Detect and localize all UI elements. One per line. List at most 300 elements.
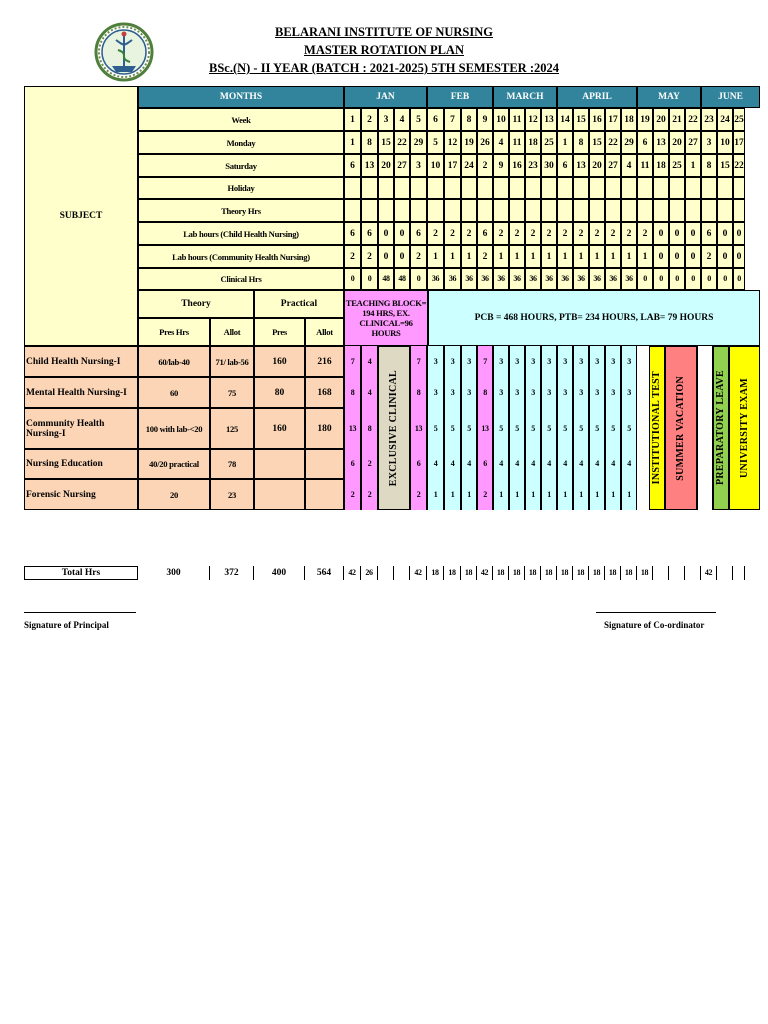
week-cell (509, 177, 525, 199)
total-week-hours: 18 (573, 566, 589, 580)
week-cell (361, 177, 378, 199)
subject-week-hours: 3 (444, 346, 461, 377)
week-cell: 4 (394, 108, 410, 131)
subject-week-hours: 3 (427, 346, 444, 377)
theory-allot: 125 (210, 408, 254, 449)
week-cell (653, 199, 669, 222)
week-cell: 2 (477, 154, 493, 177)
week-cell (573, 199, 589, 222)
row-label: Clinical Hrs (138, 268, 344, 290)
total-week-hours: 42 (344, 566, 361, 580)
theory-allot: 23 (210, 479, 254, 510)
total-theory_allot: 372 (210, 566, 254, 580)
week-cell: 0 (717, 222, 733, 245)
subject-week-hours: 7 (477, 346, 493, 377)
week-cell (573, 177, 589, 199)
subject-week-hours: 2 (361, 449, 378, 479)
week-cell: 48 (394, 268, 410, 290)
subject-week-hours: 4 (461, 449, 477, 479)
theory-pres-hrs: 20 (138, 479, 210, 510)
subject-name: Nursing Education (24, 449, 138, 479)
total-week-hours: 26 (361, 566, 378, 580)
subject-week-hours: 4 (589, 449, 605, 479)
week-cell: 6 (701, 222, 717, 245)
week-cell: 4 (493, 131, 509, 154)
hours-summary: PCB = 468 HOURS, PTB= 234 HOURS, LAB= 79 HOURS (428, 290, 760, 346)
week-cell: 5 (410, 108, 427, 131)
week-cell: 6 (344, 222, 361, 245)
week-cell (557, 177, 573, 199)
week-cell: 2 (410, 245, 427, 268)
subject-week-hours: 3 (461, 346, 477, 377)
week-cell (717, 177, 733, 199)
institute-logo (92, 22, 156, 82)
theory-allot: 71/ lab-56 (210, 346, 254, 377)
week-cell: 8 (573, 131, 589, 154)
total-week-hours (394, 566, 410, 580)
total-prac_allot: 564 (305, 566, 344, 580)
subject-week-hours: 8 (477, 377, 493, 408)
week-cell (410, 199, 427, 222)
week-cell (685, 177, 701, 199)
total-week-hours: 18 (557, 566, 573, 580)
week-cell: 0 (653, 222, 669, 245)
week-cell: 4 (621, 154, 637, 177)
week-cell: 0 (685, 268, 701, 290)
week-cell (444, 177, 461, 199)
week-cell: 14 (557, 108, 573, 131)
week-cell: 1 (605, 245, 621, 268)
row-label: Holiday (138, 177, 344, 199)
week-cell (427, 199, 444, 222)
week-cell: 18 (653, 154, 669, 177)
subject-week-hours: 1 (573, 479, 589, 510)
week-cell: 36 (427, 268, 444, 290)
subject-week-hours: 3 (621, 346, 637, 377)
subject-week-hours: 5 (621, 408, 637, 449)
totals-label: Total Hrs (24, 566, 138, 580)
exclusive-clinical-label: EXCLUSIVE CLINICAL (388, 369, 399, 487)
subject-week-hours: 1 (444, 479, 461, 510)
week-cell (541, 199, 557, 222)
week-cell: 0 (344, 268, 361, 290)
week-cell (427, 177, 444, 199)
theory-pres-hrs: 100 with lab-<20 (138, 408, 210, 449)
week-cell: 1 (685, 154, 701, 177)
week-cell: 0 (394, 245, 410, 268)
week-cell: 0 (685, 222, 701, 245)
row-label: Saturday (138, 154, 344, 177)
theory-allot: 78 (210, 449, 254, 479)
week-cell: 6 (427, 108, 444, 131)
week-cell: 0 (637, 268, 653, 290)
week-cell: 36 (493, 268, 509, 290)
practical-pres (254, 479, 305, 510)
subject-name: Child Health Nursing-I (24, 346, 138, 377)
subject-week-hours: 3 (444, 377, 461, 408)
subject-week-hours: 4 (444, 449, 461, 479)
week-cell: 3 (701, 131, 717, 154)
coordinator-signature-line (596, 612, 716, 613)
week-cell: 36 (461, 268, 477, 290)
total-week-hours (685, 566, 701, 580)
row-label: Lab hours (Child Health Nursing) (138, 222, 344, 245)
theory-pres-hrs: 60/lab-40 (138, 346, 210, 377)
subject-week-hours: 3 (557, 346, 573, 377)
week-cell: 22 (733, 154, 745, 177)
subject-week-hours: 5 (605, 408, 621, 449)
sub-header: Pres (254, 318, 305, 346)
coordinator-signature-label: Signature of Co-ordinator (604, 620, 705, 630)
week-cell: 1 (541, 245, 557, 268)
subject-week-hours: 4 (541, 449, 557, 479)
week-cell: 29 (621, 131, 637, 154)
subject-week-hours: 3 (525, 346, 541, 377)
subject-week-hours: 5 (461, 408, 477, 449)
week-cell: 36 (621, 268, 637, 290)
week-cell: 9 (477, 108, 493, 131)
week-cell (493, 199, 509, 222)
week-cell (477, 177, 493, 199)
subject-week-hours: 4 (361, 346, 378, 377)
week-cell: 0 (685, 245, 701, 268)
week-cell: 18 (525, 131, 541, 154)
subject-week-hours: 1 (557, 479, 573, 510)
subject-week-hours: 1 (427, 479, 444, 510)
subject-week-hours: 3 (461, 377, 477, 408)
week-cell: 24 (461, 154, 477, 177)
week-cell: 2 (427, 222, 444, 245)
subject-week-hours: 3 (605, 377, 621, 408)
week-cell: 30 (541, 154, 557, 177)
week-cell: 0 (717, 268, 733, 290)
week-cell: 11 (509, 108, 525, 131)
months-header: MONTHS (138, 86, 344, 108)
week-cell: 2 (541, 222, 557, 245)
week-cell: 0 (669, 222, 685, 245)
subject-week-hours: 7 (410, 346, 427, 377)
week-cell (637, 199, 653, 222)
row-label: Theory Hrs (138, 199, 344, 222)
institutional-test-block (649, 346, 665, 510)
subject-week-hours: 1 (541, 479, 557, 510)
week-cell: 36 (525, 268, 541, 290)
week-cell: 12 (525, 108, 541, 131)
week-cell (557, 199, 573, 222)
week-cell: 19 (637, 108, 653, 131)
month-header: FEB (427, 86, 493, 108)
subject-week-hours: 5 (493, 408, 509, 449)
total-week-hours (378, 566, 394, 580)
week-cell: 1 (589, 245, 605, 268)
week-cell (669, 177, 685, 199)
principal-signature-label: Signature of Principal (24, 620, 109, 630)
week-cell: 2 (621, 222, 637, 245)
week-cell: 36 (477, 268, 493, 290)
subject-week-hours: 3 (557, 377, 573, 408)
total-week-hours: 18 (461, 566, 477, 580)
week-cell: 29 (410, 131, 427, 154)
week-cell: 13 (653, 131, 669, 154)
week-cell: 1 (557, 131, 573, 154)
summer-vacation-block (665, 346, 697, 510)
week-cell: 15 (717, 154, 733, 177)
week-cell: 11 (509, 131, 525, 154)
subject-week-hours: 13 (477, 408, 493, 449)
week-cell (733, 177, 745, 199)
subject-header: SUBJECT (24, 86, 138, 346)
month-header: JUNE (701, 86, 760, 108)
practical-header: Practical (254, 290, 344, 318)
subject-week-hours: 2 (361, 479, 378, 510)
total-week-hours (717, 566, 733, 580)
subject-week-hours: 3 (493, 346, 509, 377)
subject-name: Mental Health Nursing-I (24, 377, 138, 408)
week-cell: 1 (525, 245, 541, 268)
month-header: APRIL (557, 86, 637, 108)
week-cell: 36 (605, 268, 621, 290)
week-22-blank (697, 346, 713, 510)
week-cell: 0 (361, 268, 378, 290)
total-week-hours (653, 566, 669, 580)
week-cell: 13 (573, 154, 589, 177)
total-prac_pres: 400 (254, 566, 305, 580)
practical-pres (254, 449, 305, 479)
week-cell (621, 199, 637, 222)
subject-week-hours: 5 (573, 408, 589, 449)
subject-week-hours: 3 (589, 377, 605, 408)
week-cell (605, 199, 621, 222)
week-cell: 3 (378, 108, 394, 131)
week-cell: 15 (378, 131, 394, 154)
week-cell: 1 (344, 131, 361, 154)
teaching-block-note: TEACHING BLOCK= 194 HRS, EX. CLINICAL=96 HOURS (344, 290, 428, 346)
week-cell (461, 199, 477, 222)
week-cell: 0 (717, 245, 733, 268)
week-cell: 36 (509, 268, 525, 290)
week-cell: 6 (557, 154, 573, 177)
subject-week-hours: 5 (557, 408, 573, 449)
practical-allot (305, 479, 344, 510)
week-cell: 27 (394, 154, 410, 177)
week-cell (589, 177, 605, 199)
week-cell: 1 (427, 245, 444, 268)
week-cell: 2 (557, 222, 573, 245)
subject-week-hours: 3 (589, 346, 605, 377)
week-cell (589, 199, 605, 222)
institute-name: BELARANI INSTITUTE OF NURSING (275, 25, 493, 39)
week-cell: 6 (637, 131, 653, 154)
week-cell (717, 199, 733, 222)
week-cell: 22 (685, 108, 701, 131)
week-cell: 23 (525, 154, 541, 177)
week-cell: 2 (361, 108, 378, 131)
week-cell: 1 (461, 245, 477, 268)
week-cell: 8 (701, 154, 717, 177)
week-cell: 17 (444, 154, 461, 177)
week-cell: 8 (461, 108, 477, 131)
week-cell: 25 (669, 154, 685, 177)
week-cell: 9 (493, 154, 509, 177)
subject-week-hours: 1 (525, 479, 541, 510)
week-cell: 2 (573, 222, 589, 245)
subject-week-hours: 3 (605, 346, 621, 377)
week-cell (685, 199, 701, 222)
week-cell (410, 177, 427, 199)
subject-week-hours: 4 (557, 449, 573, 479)
subject-week-hours: 4 (493, 449, 509, 479)
week-cell: 13 (541, 108, 557, 131)
week-cell: 1 (344, 108, 361, 131)
week-cell: 10 (427, 154, 444, 177)
month-header: JAN (344, 86, 427, 108)
subject-name: Forensic Nursing (24, 479, 138, 510)
week-cell (477, 199, 493, 222)
week-cell: 2 (344, 245, 361, 268)
practical-pres: 160 (254, 346, 305, 377)
week-cell (701, 177, 717, 199)
week-cell (541, 177, 557, 199)
theory-allot: 75 (210, 377, 254, 408)
practical-allot (305, 449, 344, 479)
week-cell: 2 (701, 245, 717, 268)
week-cell: 5 (427, 131, 444, 154)
week-cell: 0 (733, 245, 745, 268)
week-cell: 1 (444, 245, 461, 268)
week-cell: 21 (669, 108, 685, 131)
week-cell: 25 (733, 108, 745, 131)
week-cell (344, 199, 361, 222)
month-header: MARCH (493, 86, 557, 108)
subject-week-hours: 4 (573, 449, 589, 479)
week-cell: 13 (361, 154, 378, 177)
week-cell: 0 (669, 268, 685, 290)
week-cell (509, 199, 525, 222)
week-cell (461, 177, 477, 199)
subject-week-hours: 6 (344, 449, 361, 479)
subject-week-hours: 4 (509, 449, 525, 479)
week-cell: 0 (378, 222, 394, 245)
week-cell: 6 (344, 154, 361, 177)
subject-week-hours: 2 (477, 479, 493, 510)
total-theory_pres: 300 (138, 566, 210, 580)
week-cell: 26 (477, 131, 493, 154)
week-cell: 24 (717, 108, 733, 131)
week-cell: 2 (637, 222, 653, 245)
total-week-hours: 18 (444, 566, 461, 580)
week-cell (394, 177, 410, 199)
subject-week-hours: 3 (493, 377, 509, 408)
week-cell (394, 199, 410, 222)
subject-week-hours: 6 (477, 449, 493, 479)
week-cell: 27 (605, 154, 621, 177)
subject-week-hours: 3 (621, 377, 637, 408)
week-cell: 1 (637, 245, 653, 268)
week-cell: 1 (573, 245, 589, 268)
subject-week-hours: 8 (410, 377, 427, 408)
subject-week-hours: 5 (444, 408, 461, 449)
batch-title: BSc.(N) - II YEAR (BATCH : 2021-2025) 5TH SEMESTER :2024 (208, 61, 559, 75)
week-cell: 2 (589, 222, 605, 245)
week-cell: 2 (525, 222, 541, 245)
row-label: Week (138, 108, 344, 131)
week-cell: 36 (541, 268, 557, 290)
total-week-hours: 18 (493, 566, 509, 580)
week-cell (637, 177, 653, 199)
total-week-hours: 42 (701, 566, 717, 580)
week-cell: 0 (378, 245, 394, 268)
week-cell: 10 (493, 108, 509, 131)
exclusive-clinical-block (378, 346, 410, 510)
week-cell (653, 177, 669, 199)
week-cell: 0 (653, 245, 669, 268)
week-cell: 20 (669, 131, 685, 154)
total-week-hours: 18 (427, 566, 444, 580)
total-week-hours: 18 (525, 566, 541, 580)
week-cell: 16 (589, 108, 605, 131)
subject-week-hours: 5 (509, 408, 525, 449)
week-cell: 20 (589, 154, 605, 177)
week-cell (493, 177, 509, 199)
subject-week-hours: 4 (427, 449, 444, 479)
subject-week-hours: 3 (541, 346, 557, 377)
week-cell: 25 (541, 131, 557, 154)
practical-pres: 160 (254, 408, 305, 449)
week-cell (669, 199, 685, 222)
week-cell: 0 (653, 268, 669, 290)
total-week-hours: 18 (509, 566, 525, 580)
subject-week-hours: 5 (589, 408, 605, 449)
summer-vacation-label: SUMMER VACATION (675, 375, 686, 481)
university-exam-label: UNIVERSITY EXAM (738, 378, 750, 478)
week-cell (525, 177, 541, 199)
subject-week-hours: 1 (509, 479, 525, 510)
week-cell (525, 199, 541, 222)
week-cell: 36 (573, 268, 589, 290)
plan-title: MASTER ROTATION PLAN (304, 43, 464, 57)
subject-week-hours: 8 (344, 377, 361, 408)
subject-week-hours: 5 (427, 408, 444, 449)
week-cell (444, 199, 461, 222)
week-cell: 18 (621, 108, 637, 131)
subject-week-hours: 3 (573, 377, 589, 408)
week-cell: 20 (653, 108, 669, 131)
total-week-hours: 18 (589, 566, 605, 580)
subject-week-hours: 4 (361, 377, 378, 408)
week-cell: 6 (361, 222, 378, 245)
week-cell: 2 (493, 222, 509, 245)
total-week-hours (733, 566, 745, 580)
subject-week-hours: 2 (344, 479, 361, 510)
total-week-hours: 18 (637, 566, 653, 580)
practical-allot: 216 (305, 346, 344, 377)
week-cell: 7 (444, 108, 461, 131)
week-cell: 2 (477, 245, 493, 268)
total-week-hours: 42 (477, 566, 493, 580)
subject-week-hours: 3 (573, 346, 589, 377)
week-cell: 11 (637, 154, 653, 177)
week-cell: 22 (605, 131, 621, 154)
subject-week-hours: 5 (541, 408, 557, 449)
week-cell: 15 (589, 131, 605, 154)
theory-pres-hrs: 60 (138, 377, 210, 408)
week-cell: 36 (444, 268, 461, 290)
week-cell (361, 199, 378, 222)
week-cell: 2 (444, 222, 461, 245)
total-week-hours: 18 (621, 566, 637, 580)
theory-pres-hrs: 40/20 practical (138, 449, 210, 479)
preparatory-leave-label: PREPARATORY LEAVE (715, 370, 726, 486)
